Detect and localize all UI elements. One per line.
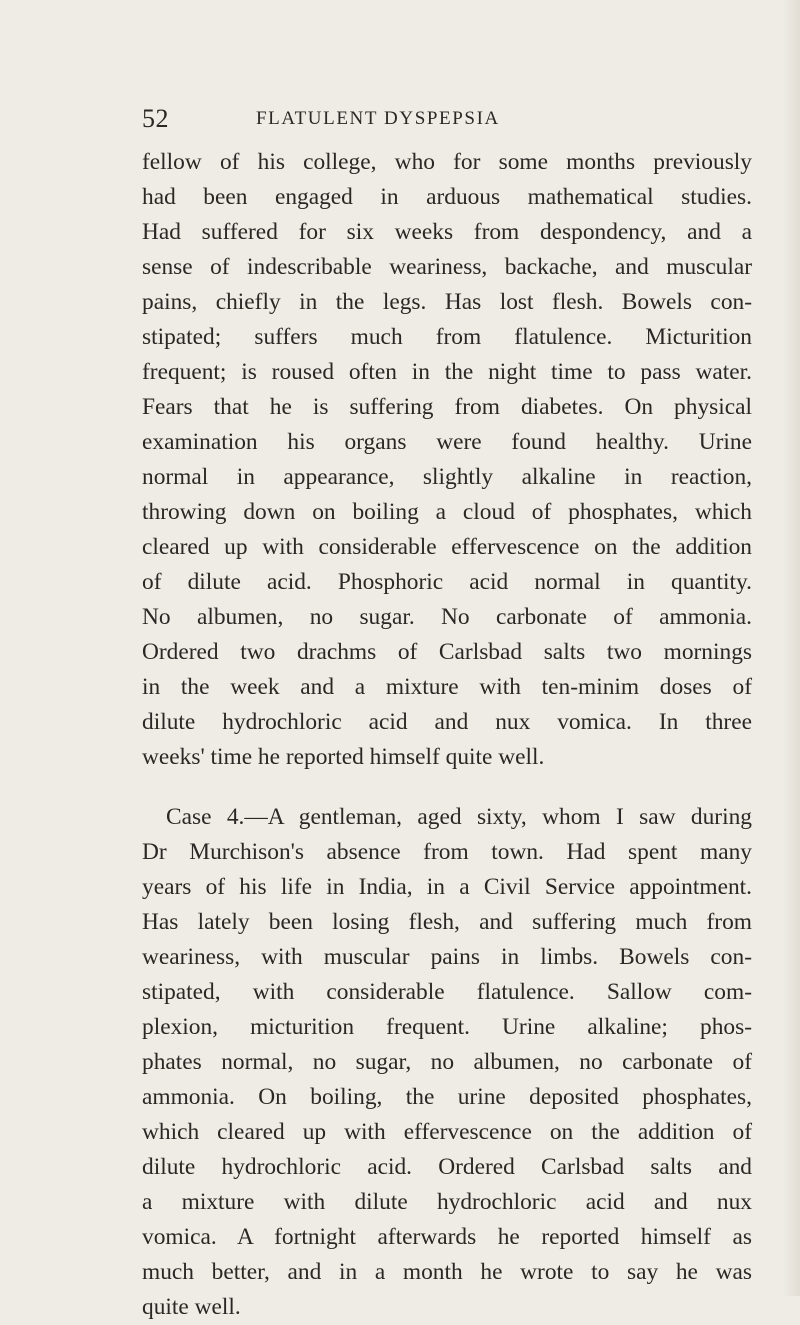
paragraph-case-4	[142, 800, 752, 1325]
text-line: ammonia. On boiling, the urine deposited phosphates,	[142, 1084, 752, 1110]
text-line: Fears that he is suffering from diabetes. On physical	[142, 394, 752, 420]
text-line: normal in appearance, slightly alkaline in reaction,	[142, 464, 752, 490]
text-line: No albumen, no sugar. No carbonate of ammonia.	[142, 604, 752, 630]
paragraph-gap	[142, 775, 752, 800]
text-line: Had suffered for six weeks from despondency, and a	[142, 219, 752, 245]
text-line: Has lately been losing flesh, and suffering much from	[142, 909, 752, 935]
text-line: in the week and a mixture with ten-minim doses of	[142, 674, 752, 700]
text-line: years of his life in India, in a Civil Service appointment.	[142, 874, 752, 900]
text-line: pains, chiefly in the legs. Has lost flesh. Bowels con-	[142, 289, 752, 315]
text-line: vomica. A fortnight afterwards he reported himself as	[142, 1224, 752, 1250]
text-line: throwing down on boiling a cloud of phosphates, which	[142, 499, 752, 525]
page-number: 52	[142, 104, 169, 133]
text-line: stipated, with considerable flatulence. Sallow com-	[142, 979, 752, 1005]
text-line: examination his organs were found healthy. Urine	[142, 429, 752, 455]
text-line: a mixture with dilute hydrochloric acid and nux	[142, 1189, 752, 1215]
text-line: quite well.	[142, 1294, 241, 1320]
text-line: weeks' time he reported himself quite well.	[142, 744, 545, 770]
running-head	[142, 104, 602, 134]
page-edge	[782, 0, 800, 1296]
text-line: plexion, micturition frequent. Urine alkaline; phos-	[142, 1014, 752, 1040]
text-line: dilute hydrochloric acid and nux vomica. In three	[142, 709, 752, 735]
text-line: Ordered two drachms of Carlsbad salts two mornings	[142, 639, 752, 665]
text-line: of dilute acid. Phosphoric acid normal in quantity.	[142, 569, 752, 595]
text-line: had been engaged in arduous mathematical studies.	[142, 184, 752, 210]
text-line: fellow of his college, who for some months previously	[142, 149, 752, 175]
text-line: frequent; is roused often in the night time to pass water.	[142, 359, 752, 385]
text-line: weariness, with muscular pains in limbs. Bowels con-	[142, 944, 752, 970]
text-line: cleared up with considerable effervescence on the addition	[142, 534, 752, 560]
text-line: which cleared up with effervescence on the addition of	[142, 1119, 752, 1145]
text-line: Case 4.—A gentleman, aged sixty, whom I saw during	[166, 804, 752, 830]
text-line: phates normal, no sugar, no albumen, no carbonate of	[142, 1049, 752, 1075]
paragraph-case-3-continued	[142, 145, 752, 775]
text-line: dilute hydrochloric acid. Ordered Carlsbad salts and	[142, 1154, 752, 1180]
text-line: stipated; suffers much from flatulence. Micturition	[142, 324, 752, 350]
text-line: Dr Murchison's absence from town. Had spent many	[142, 839, 752, 865]
text-line: much better, and in a month he wrote to say he was	[142, 1259, 752, 1285]
body-text	[142, 145, 752, 1325]
text-line: sense of indescribable weariness, backache, and muscular	[142, 254, 752, 280]
header-title: FLATULENT DYSPEPSIA	[256, 108, 500, 129]
